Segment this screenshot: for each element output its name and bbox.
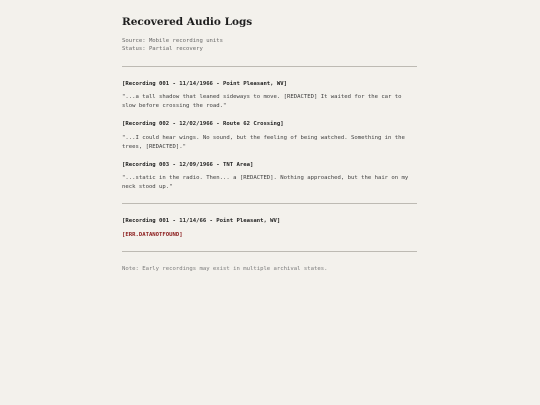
divider — [122, 251, 417, 252]
divider — [122, 203, 417, 204]
recording-text-003: "...static in the radio. Then... a [REDACTED]. Nothing approached, but the hair on my neck stood up." — [122, 175, 409, 190]
archival-note: Note: Early recordings may exist in multiple archival states. — [122, 266, 328, 272]
recording-text-001: "...a tall shadow that leaned sideways to move. [REDACTED] It waited for the car to slow before crossing the road." — [122, 94, 402, 109]
recording-header-001: [Recording 001 - 11/14/1966 - Point Pleasant, WV] — [122, 81, 288, 87]
error-message: [ERR.DATANOTFOUND] — [122, 232, 183, 238]
divider — [122, 66, 417, 67]
source-line: Source: Mobile recording units — [122, 38, 224, 44]
alternate-recording-header: [Recording 001 - 11/14/66 - Point Pleasant, WV] — [122, 218, 281, 224]
page-title: Recovered Audio Logs — [122, 16, 253, 28]
recording-text-002: "...I could hear wings. No sound, but the feeling of being watched. Something in the trees, [REDACTED]." — [122, 135, 405, 150]
recording-header-003: [Recording 003 - 12/09/1966 - TNT Area] — [122, 162, 254, 168]
recording-header-002: [Recording 002 - 12/02/1966 - Route 62 Crossing] — [122, 121, 284, 127]
status-line: Status: Partial recovery — [122, 46, 203, 52]
